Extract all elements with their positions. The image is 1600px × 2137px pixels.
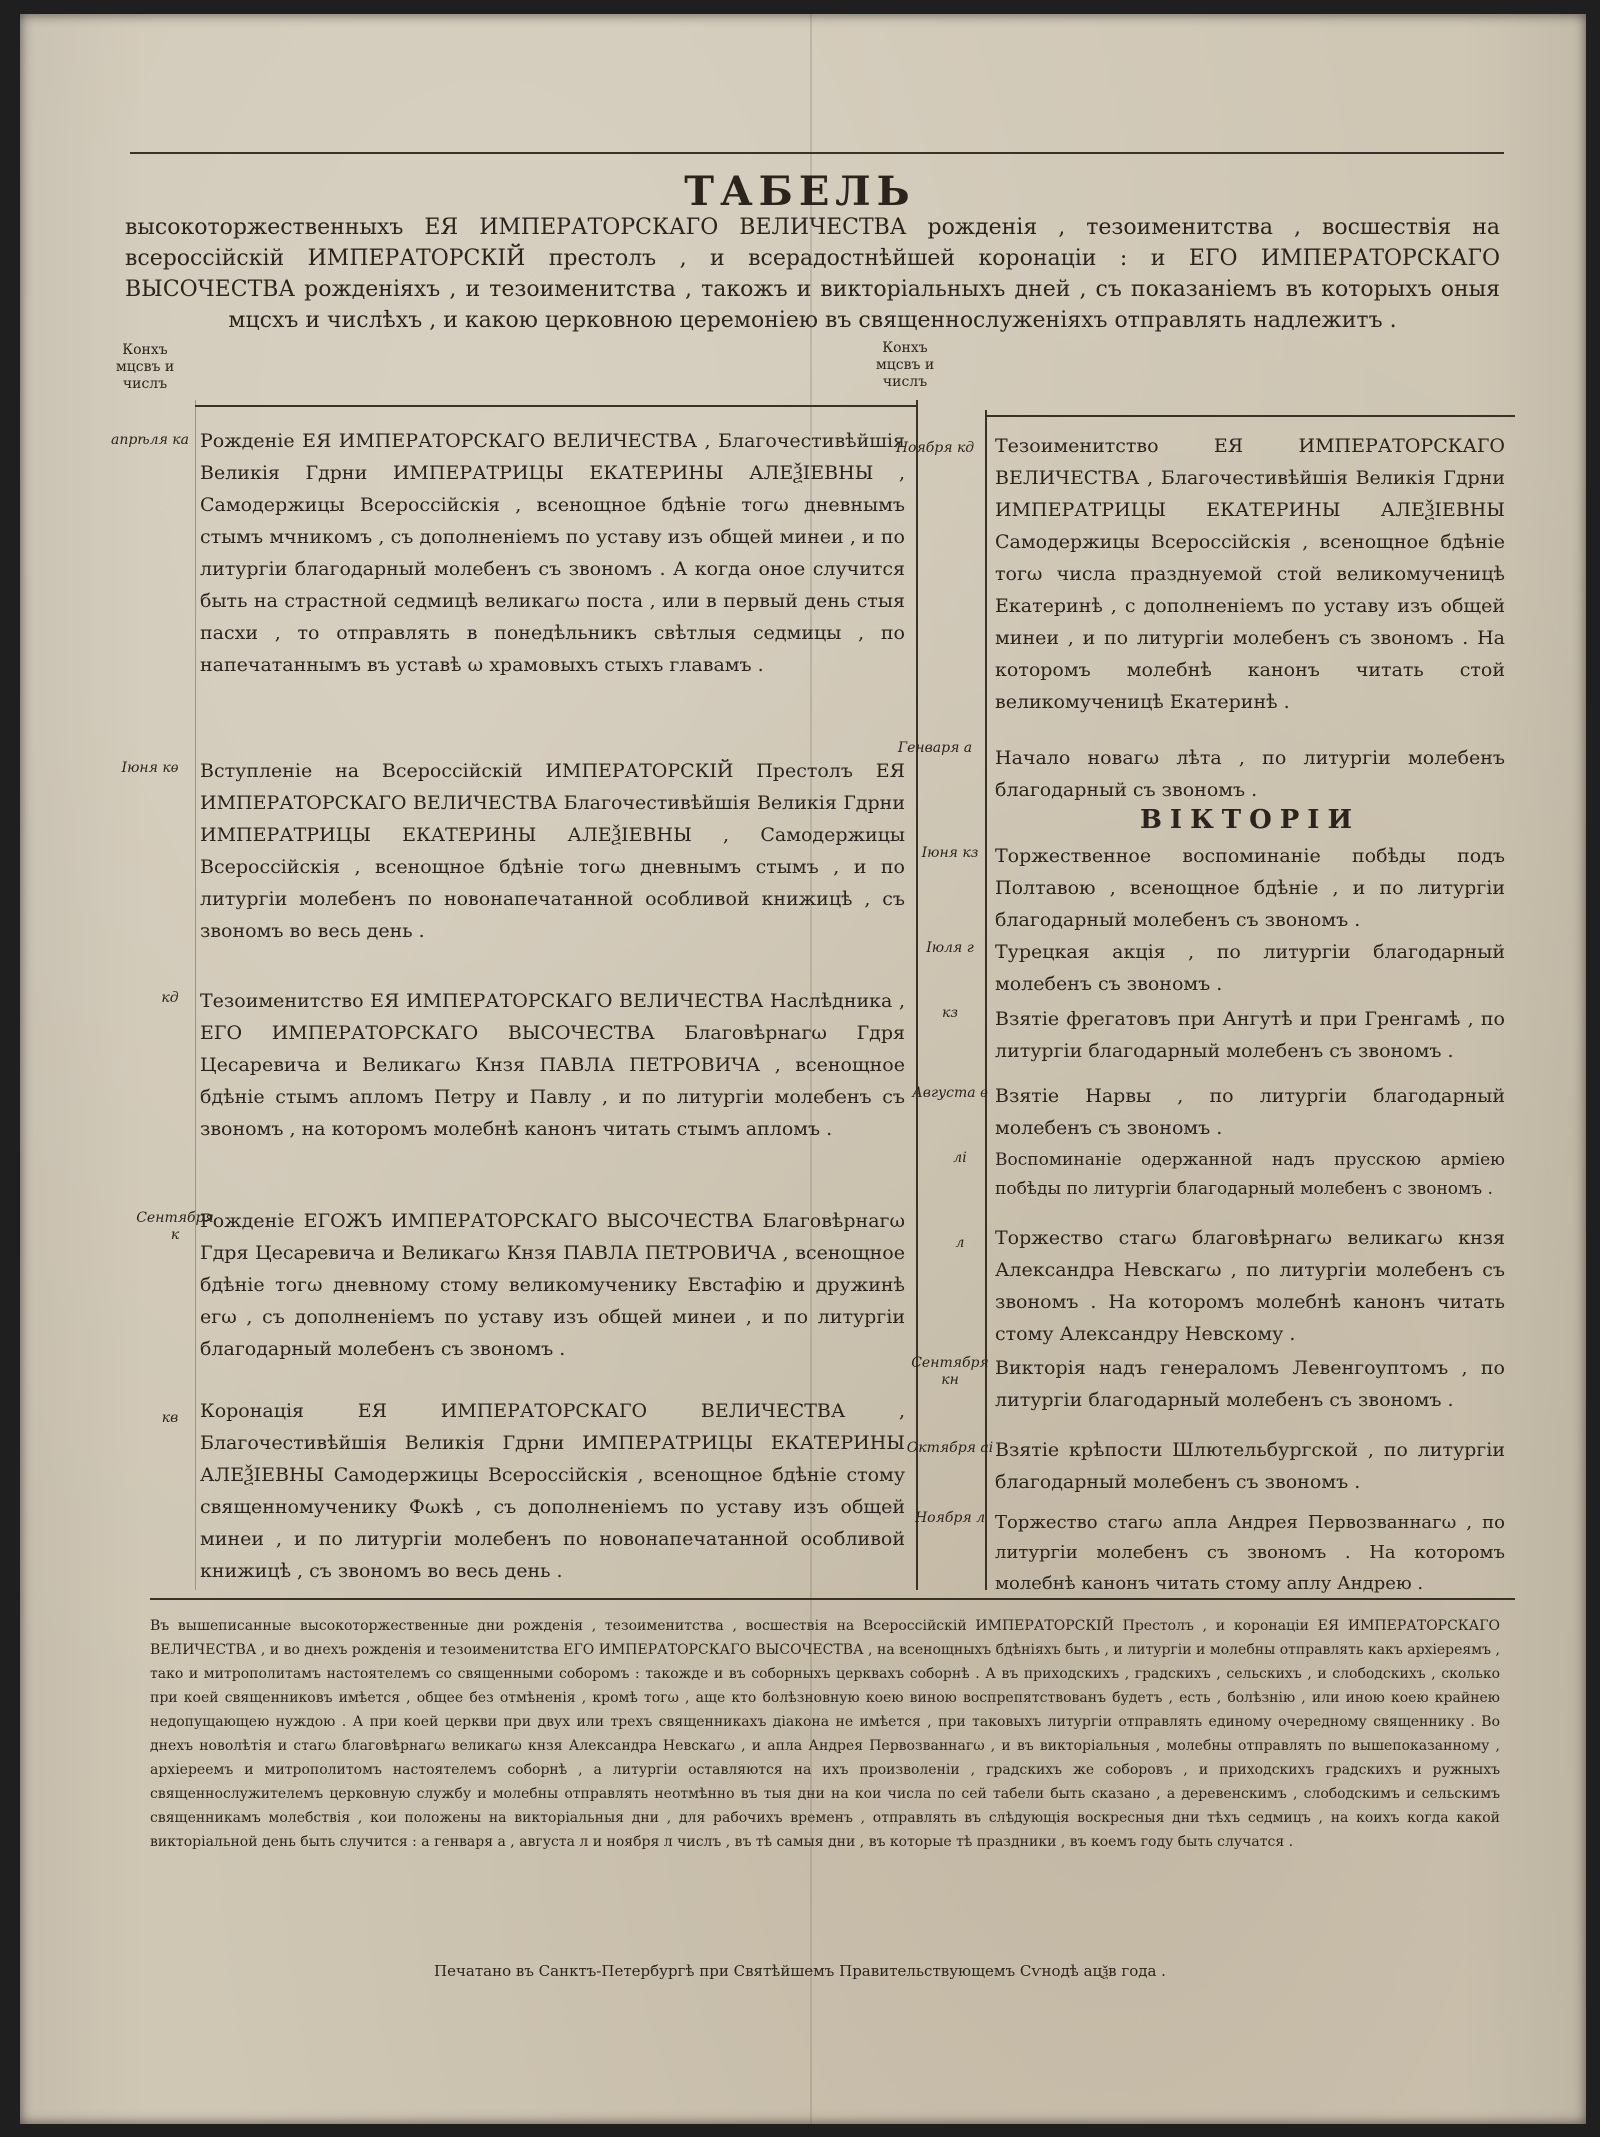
victory-date-9: Ноября л bbox=[914, 1510, 986, 1526]
victory-date-5: лі bbox=[953, 1150, 967, 1166]
victory-entry-6: Торжество стагω благовѣрнагω великагω кнзя Александра Невскагω , по литургіи молебенъ съ звономъ . На которомъ молебнѣ канонъ читать стому Александру Невскому . bbox=[995, 1227, 1505, 1345]
table-rule-right bbox=[985, 415, 1515, 417]
right-entry-2: Начало новагω лѣта , по литургіи молебенъ благодарный съ звономъ . bbox=[995, 747, 1505, 801]
left-date-4: Сентября к bbox=[136, 1210, 214, 1243]
victory-entry-2: Турецкая акція , по литургіи благодарный молебенъ съ звономъ . bbox=[995, 941, 1505, 995]
victory-date-3: кз bbox=[942, 1005, 958, 1021]
victory-entry-7: Викторія надъ генераломъ Левенгоуптомъ , по литургіи благодарный молебенъ съ звономъ . bbox=[995, 1357, 1505, 1411]
closing-instructions: Въ вышеписанные высокоторжественные дни рожденія , тезоименитства , восшествія на Всероссійскій ИМПЕРАТОРСКІЙ Престолъ , и коронаціи ЕЯ ИМПЕРАТОРСКАГО ВЕЛИЧЕСТВА , и во днехъ рожденія и тезоименитства ЕГО ИМПЕРАТОРСКАГО ВЫСОЧЕСТВА , на всенощныхъ бдѣніяхъ быть , и литургіи и молебны отправлять какъ архіереямъ , тако и митрополитамъ настоятелемъ со священными соборомъ : такожде и въ соборныхъ церквахъ соборнѣ . А въ приходскихъ , градскихъ , сельскихъ , и слободскихъ , сколько при коей священниковъ имѣется , общее без отмѣненія , кромѣ тогω , аще кто болѣзновную коею винοю воспрепятствованъ будетъ , есть , болѣзнію , или иною коею крайнею недопущающею нуждою . А при коей церкви при двух или трехъ священникахъ діакона не имѣется , при таковыхъ литургіи отправлять единому очередному священнику . Во днехъ новолѣтія и стагω благовѣрнагω великагω кнзя Александра Невскагω , и апла Андрея Первозваннагω , и въ викторіальныя , молебны отправлять по вышепоказанному , архіереемъ и митрополитомъ настоятелемъ соборнѣ , а литургіи оставляются на ихъ произволеніи , градскихъ же соборовъ , и приходскихъ градскихъ и ружныхъ священнослужителемъ церковную службу и молебны отправлять неотмѣнно въ тыя дни на кои числа по сей табели быть сказано , а деревенскимъ , слободскимъ и сельскимъ священникамъ молебствія , кои положены на викторіальныя дни , для рабочихъ временъ , отправлять въ слѣдующія воскресныя дни тѣхъ седмицъ , на коихъ когда какой викторіальной день быть случится : а генваря а , августа л и ноября л числъ , въ тѣ самыя дни , въ которые тѣ праздники , въ коемъ году быть случатся . bbox=[150, 1618, 1500, 1850]
document-heading: высокоторжественныхъ ЕЯ ИМПЕРАТОРСКАГО ВЕЛИЧЕСТВА рожденія , тезоименитства , восшествія на всероссійскій ИМПЕРАТОРСКІЙ престолъ , и всерадостнѣйшей коронаціи : и ЕГО ИМПЕРАТОРСКАГО ВЫСОЧЕСТВА рожденіяхъ , и тезоименитства , такожъ и викторіальныхъ дней , съ показаніемъ въ которыхъ оныя мцсхъ и числѣхъ , и какою церковною церемоніею въ священнослуженіяхъ отправлять надлежитъ . bbox=[125, 215, 1500, 333]
document-title: ТАБЕЛЬ bbox=[684, 168, 916, 215]
column-head-left: Конхъ мцсвъ и числъ bbox=[115, 342, 175, 392]
left-date-3: кд bbox=[161, 990, 179, 1006]
left-entry-1: Рожденіе ЕЯ ИМПЕРАТОРСКАГО ВЕЛИЧЕСТВА , Благочестивѣйшія Великія Гдрни ИМПЕРАТРИЦЫ ЕКАТЕРИНЫ АЛЕѮІЕВНЫ , Самодержицы Всероссійскія , всенощное бдѣніе тогω дневнымъ стымъ мчникомъ , съ дополненіемъ по уставу изъ общей минеи , и по литургіи благодарный молебенъ съ звономъ . А когда оное случится быть на страстной седмицѣ великагω поста , или в первый день стыя пасхи , то отправлять в понедѣльникъ свѣтлыя седмицы , по напечатаннымъ въ уставѣ ω храмовыхъ стыхъ главамъ . bbox=[200, 430, 905, 676]
left-entry-5: Коронація ЕЯ ИМПЕРАТОРСКАГО ВЕЛИЧЕСТВА , Благочестивѣйшія Великія Гдрни ИМПЕРАТРИЦЫ ЕКАТЕРИНЫ АЛЕѮІЕВНЫ Самодержицы Всероссійскія , всенощное бдѣніе стому священномученику Фωкѣ , съ дополненіемъ по уставу изъ общей минеи , и по литургіи молебенъ по новонапечатанной особливой книжицѣ , съ звономъ во весь день . bbox=[200, 1400, 905, 1582]
victory-entry-3: Взятіе фрегатовъ при Ангутѣ и при Гренгамѣ , по литургіи благодарный молебенъ съ звономъ . bbox=[995, 1008, 1505, 1062]
left-date-5: кв bbox=[161, 1410, 179, 1426]
victory-date-4: Августа ѳ bbox=[912, 1085, 988, 1101]
column-divider-center-right bbox=[985, 410, 987, 1590]
victory-date-2: Іюля г bbox=[926, 940, 974, 956]
imprint-line: Печатано въ Санктъ-Петербургѣ при Святѣйшемъ Правительствующемъ Сѵнодѣ ацѯв года . bbox=[434, 1962, 1166, 1980]
victory-date-1: Іюня кз bbox=[921, 845, 979, 861]
victories-title: ВІКТОРІИ bbox=[1139, 805, 1361, 835]
victory-entry-5: Воспоминаніе одержанной надъ прусскою арміею побѣды по литургіи благодарный молебенъ с звономъ . bbox=[995, 1150, 1505, 1199]
table-rule-left bbox=[195, 405, 917, 407]
left-entry-4: Рожденіе ЕГОЖЪ ИМПЕРАТОРСКАГО ВЫСОЧЕСТВА Благовѣрнагω Гдря Цесаревича и Великагω Кнзя ПАВЛА ПЕТРОВИЧА , всенощное бдѣніе тогω дневному стому великомученику Евстафію и дружинѣ егω , съ дополненіемъ по уставу изъ общей минеи , и по литургіи благодарный молебенъ съ звономъ . bbox=[200, 1210, 905, 1360]
victory-entry-8: Взятіе крѣпости Шлютельбургской , по литургіи благодарный молебенъ съ звономъ . bbox=[995, 1439, 1505, 1493]
right-entry-1: Тезоименитство ЕЯ ИМПЕРАТОРСКАГО ВЕЛИЧЕСТВА , Благочестивѣйшія Великія Гдрни ИМПЕРАТРИЦЫ ЕКАТЕРИНЫ АЛЕѮІЕВНЫ Самодержицы Всероссійскія , всенощное бдѣніе тогω числа празднуемой стой великомученицѣ Екатеринѣ , с дополненіемъ по уставу изъ общей минеи , и по литургіи молебенъ съ звономъ . На которомъ молебнѣ канонъ читать стой великомученицѣ Екатеринѣ . bbox=[995, 435, 1505, 713]
victory-date-8: Октября аі bbox=[906, 1440, 994, 1456]
left-date-1: апрѣля ка bbox=[110, 432, 190, 448]
victory-date-7: Сентября кн bbox=[911, 1355, 989, 1388]
left-date-2: Іюня кѳ bbox=[121, 760, 179, 776]
column-divider-center-left bbox=[916, 400, 918, 1590]
victory-entry-9: Торжество стагω апла Андрея Первозваннагω , по литургіи молебенъ съ звономъ . На которомъ молебнѣ канонъ читать стому aплу Андрею . bbox=[995, 1512, 1505, 1594]
right-date-2: Генваря а bbox=[897, 740, 973, 756]
victory-entry-4: Взятіе Нарвы , по литургіи благодарный молебенъ съ звономъ . bbox=[995, 1085, 1505, 1139]
victory-entry-1: Торжественное воспоминаніе побѣды подъ Полтавою , всенощное бдѣніе , и по литургіи благодарный молебенъ съ звономъ . bbox=[995, 845, 1505, 931]
right-date-1: Ноября кд bbox=[895, 440, 975, 456]
column-head-right: Конхъ мцсвъ и числъ bbox=[875, 340, 935, 390]
left-entry-3: Тезоименитство ЕЯ ИМПЕРАТОРСКАГО ВЕЛИЧЕСТВА Наслѣдника , ЕГО ИМПЕРАТОРСКАГО ВЫСОЧЕСТВА Благовѣрнагω Гдря Цесаревича и Великагω Кнзя ПАВЛА ПЕТРОВИЧА , всенощное бдѣніе стымъ апломъ Петру и Павлу , и по литургіи молебенъ съ звономъ , на которомъ молебнѣ канонъ читать стымъ апломъ . bbox=[200, 990, 905, 1140]
table-bottom-rule bbox=[150, 1598, 1515, 1600]
victory-date-6: л bbox=[955, 1235, 965, 1251]
left-entry-2: Вступленіе на Всероссійскій ИМПЕРАТОРСКІЙ Престолъ ЕЯ ИМПЕРАТОРСКАГО ВЕЛИЧЕСТВА Благочестивѣйшія Великія Гдрни ИМПЕРАТРИЦЫ ЕКАТЕРИНЫ АЛЕѮІЕВНЫ , Самодержицы Всероссійскія , всенощное бдѣніе тогω дневнымъ стымъ , и по литургіи молебенъ по новонапечатанной особливой книжицѣ , съ звономъ во весь день . bbox=[200, 760, 905, 942]
